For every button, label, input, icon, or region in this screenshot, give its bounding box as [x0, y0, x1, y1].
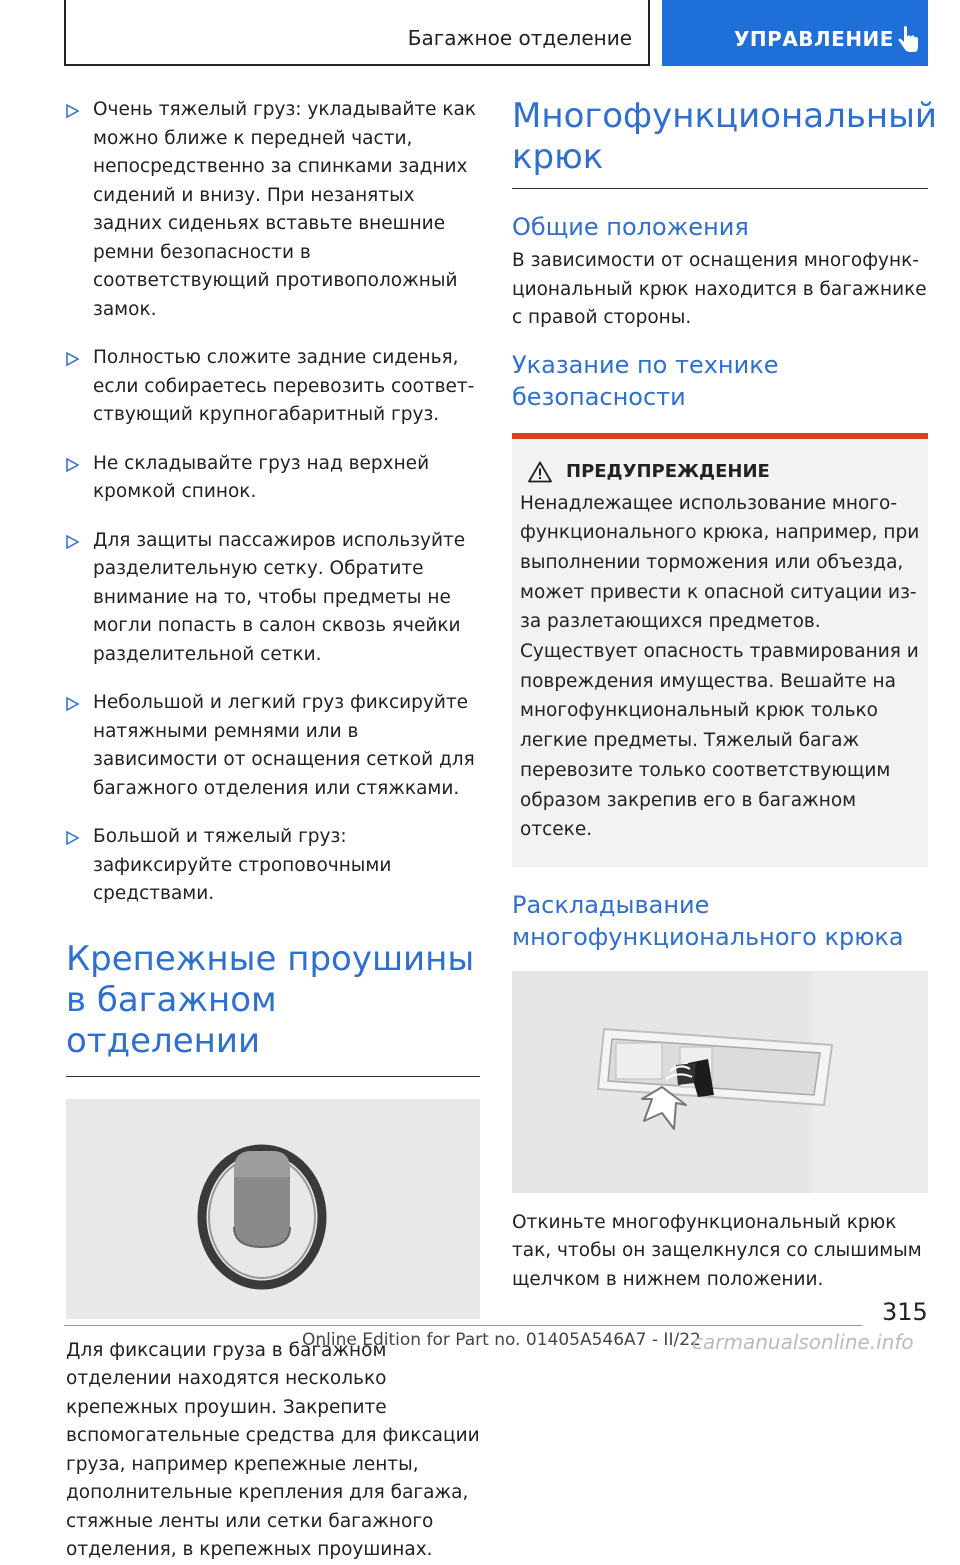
- list-item: Полностью сложите задние сиденья, если собираетесь перевозить соответствующий крупногабаритный груз.: [66, 344, 480, 430]
- lashing-eye-illustration: [66, 1099, 480, 1319]
- warning-header: [520, 461, 920, 483]
- bullet-triangle-icon: [66, 535, 79, 549]
- subheading-unfolding: Раскладывание многофункционального крюка: [512, 890, 904, 951]
- unfolding-paragraph: Откиньте многофункциональный крюк так, чтобы он защелкнулся со слышимым щелчком в нижнем положении.: [512, 1211, 922, 1290]
- section-header: [64, 0, 650, 66]
- list-item: Небольшой и легкий груз фиксируйте натяжными ремнями или в зависимости от оснащения сеткой для багажного отделения или стяжками.: [66, 689, 480, 803]
- section-heading: Многофункциональный крюк: [512, 96, 938, 177]
- bullet-triangle-icon: [66, 831, 79, 845]
- multifunction-hook-icon: [512, 971, 928, 1193]
- right-column: [512, 96, 938, 1294]
- warning-box: [512, 433, 928, 867]
- bullet-triangle-icon: [66, 458, 79, 472]
- section-heading: Крепежные проушины в багажном отделении: [66, 938, 475, 1061]
- chapter-tab[interactable]: [662, 0, 928, 66]
- section-title: Багажное отделение: [407, 26, 632, 50]
- hand-pointer-icon: [898, 26, 920, 54]
- footer-divider: [64, 1325, 862, 1326]
- warning-triangle-icon: [528, 461, 552, 483]
- lashing-eyes-paragraph: Для фиксации груза в багажном отделении находятся несколько крепежных проушин. Закрепите вспомогательные средства для фиксации груза, например крепежные ленты, дополнительные крепления для багажа, стяжные ленты или сетки багажного отделения, в крепежных проушинах.: [66, 1339, 480, 1560]
- watermark: carmanualsonline.info: [692, 1330, 914, 1354]
- bullet-triangle-icon: [66, 697, 79, 711]
- bullet-triangle-icon: [66, 352, 79, 366]
- hook-illustration: [512, 971, 928, 1193]
- page-number: 315: [882, 1298, 928, 1326]
- edition-info: Online Edition for Part no. 01405A546A7 - II/22: [302, 1330, 701, 1350]
- divider: [66, 1076, 480, 1077]
- bullet-list: [66, 96, 480, 909]
- list-item: Для защиты пассажиров используйте разделительную сетку. Обратите внимание на то, чтобы предметы не могли попасть в салон сквозь ячейки разделительной сетки.: [66, 527, 480, 670]
- general-paragraph: В зависимости от оснащения многофункциональный крюк находится в багажнике с правой стороны.: [512, 250, 927, 328]
- list-item: Большой и тяжелый груз: зафиксируйте строповочными средствами.: [66, 823, 480, 909]
- bullet-triangle-icon: [66, 104, 79, 118]
- list-item: Не складывайте груз над верхней кромкой спинок.: [66, 450, 480, 507]
- warning-title: ПРЕДУПРЕЖДЕНИЕ: [566, 461, 770, 482]
- subheading-safety: Указание по технике безопасности: [512, 350, 779, 411]
- subheading-general: Общие положения: [512, 213, 749, 241]
- chapter-title: УПРАВЛЕНИЕ: [734, 27, 894, 51]
- warning-text: Ненадлежащее использование многофункционального крюка, например, при выполнении торможения или объезда, может привести к опасной ситуации из-за разлетающихся предметов. Существует опасность травмирования и повреждения имущества. Вешайте на многофункциональный крюк только легкие предметы. Тяжелый багаж перевозите только соответствующим образом закрепив его в багажном отсеке.: [520, 492, 920, 841]
- list-item: Очень тяжелый груз: укладывайте как можно ближе к передней части, непосредственно за спинками задних сидений и внизу. При незанятых задних сиденьях вставьте внешние ремни безопасности в соответствующий противоположный замок.: [66, 96, 480, 324]
- divider: [512, 188, 928, 189]
- lashing-eye-icon: [66, 1099, 480, 1319]
